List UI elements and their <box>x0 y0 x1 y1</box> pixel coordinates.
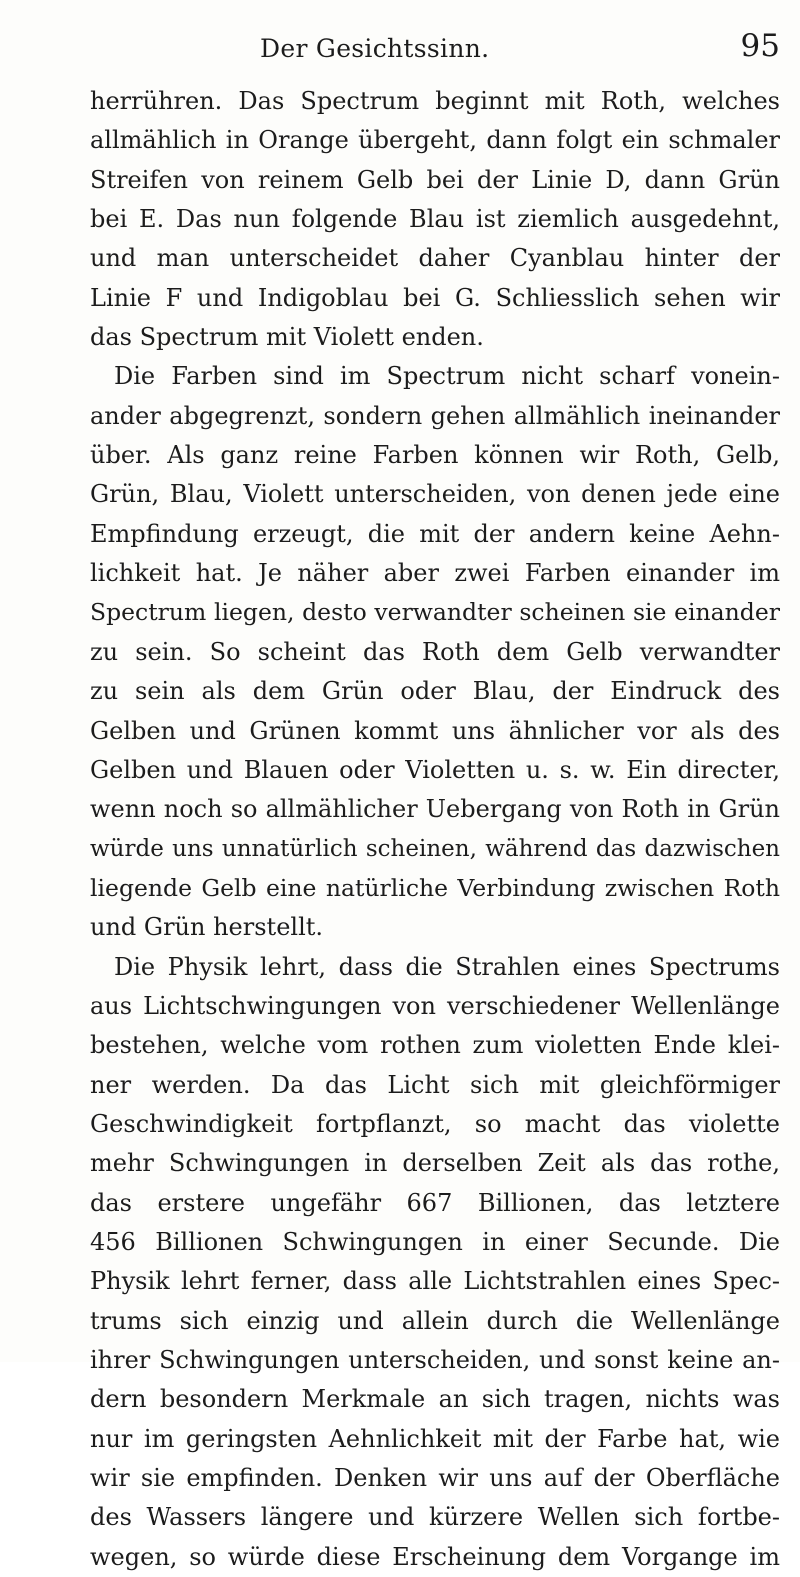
page-number: 95 <box>740 28 780 64</box>
text-line: dern besondern Merkmale an sich tragen, nichts was <box>90 1385 780 1414</box>
text-line: wenn noch so allmählicher Uebergang von Roth in Grün <box>90 795 780 824</box>
text-line: und man unterscheidet daher Cyanblau hinter der <box>90 244 780 273</box>
text-line: liegende Gelb eine natürliche Verbindung zwischen Roth <box>90 873 780 902</box>
text-line: aus Lichtschwingungen von verschiedener Wellenlänge <box>90 991 780 1020</box>
text-line: ihrer Schwingungen unterscheiden, und sonst keine an- <box>90 1346 780 1374</box>
text-line: 456 Billionen Schwingungen in einer Secunde. Die <box>90 1227 780 1256</box>
text-line: Grün, Blau, Violett unterscheiden, von denen jede eine <box>90 480 780 509</box>
text-line: Streifen von reinem Gelb bei der Linie D, dann Grün <box>90 165 780 194</box>
page-header <box>90 28 780 74</box>
body-text <box>90 82 780 1577</box>
text-line: Gelben und Blauen oder Violetten u. s. w. Ein directer, <box>90 755 780 784</box>
text-line: das Spectrum mit Violett enden. <box>90 323 484 352</box>
text-line: das erstere ungefähr 667 Billionen, das letztere <box>90 1188 780 1217</box>
text-line: Empfindung erzeugt, die mit der andern keine Aehn- <box>90 519 780 548</box>
text-line: bestehen, welche vom rothen zum violetten Ende klei- <box>90 1031 780 1060</box>
text-line: zu sein. So scheint das Roth dem Gelb verwandter <box>90 637 780 666</box>
text-line: lichkeit hat. Je näher aber zwei Farben einander im <box>90 559 780 588</box>
text-line: nur im geringsten Aehnlichkeit mit der Farbe hat, wie <box>90 1424 780 1453</box>
text-line: wegen, so würde diese Erscheinung dem Vorgange im <box>90 1542 780 1571</box>
text-line: trums sich einzig und allein durch die Wellenlänge <box>90 1306 780 1335</box>
text-line: des Wassers längere und kürzere Wellen sich fortbe- <box>90 1503 780 1532</box>
text-line: Physik lehrt ferner, dass alle Lichtstrahlen eines Spec- <box>90 1267 780 1296</box>
text-line: ander abgegrenzt, sondern gehen allmählich ineinander <box>90 401 780 430</box>
text-line: über. Als ganz reine Farben können wir Roth, Gelb, <box>90 441 780 470</box>
text-line: Geschwindigkeit fortpflanzt, so macht das violette <box>90 1109 780 1138</box>
text-line: allmählich in Orange übergeht, dann folgt ein schmaler <box>90 126 780 155</box>
text-line: Die Farben sind im Spectrum nicht scharf vonein- <box>114 362 780 391</box>
text-line: wir sie empfinden. Denken wir uns auf der Oberfläche <box>90 1464 780 1493</box>
text-line: Linie F und Indigoblau bei G. Schliesslich sehen wir <box>90 283 780 312</box>
text-line: würde uns unnatürlich scheinen, während das dazwischen <box>90 835 780 862</box>
text-line: Gelben und Grünen kommt uns ähnlicher vor als des <box>90 716 780 745</box>
text-line: und Grün herstellt. <box>90 913 324 942</box>
text-line: Spectrum liegen, desto verwandter scheinen sie einander <box>90 598 780 627</box>
running-title: Der Gesichtssinn. <box>260 34 490 63</box>
text-line: Die Physik lehrt, dass die Strahlen eines Spectrums <box>114 952 780 981</box>
text-line: mehr Schwingungen in derselben Zeit als das rothe, <box>90 1149 780 1178</box>
text-line: ner werden. Da das Licht sich mit gleichförmiger <box>90 1070 780 1099</box>
text-line: herrühren. Das Spectrum beginnt mit Roth, welches <box>90 87 780 115</box>
text-line: bei E. Das nun folgende Blau ist ziemlich ausgedehnt, <box>90 205 780 234</box>
text-line: zu sein als dem Grün oder Blau, der Eindruck des <box>90 677 780 706</box>
